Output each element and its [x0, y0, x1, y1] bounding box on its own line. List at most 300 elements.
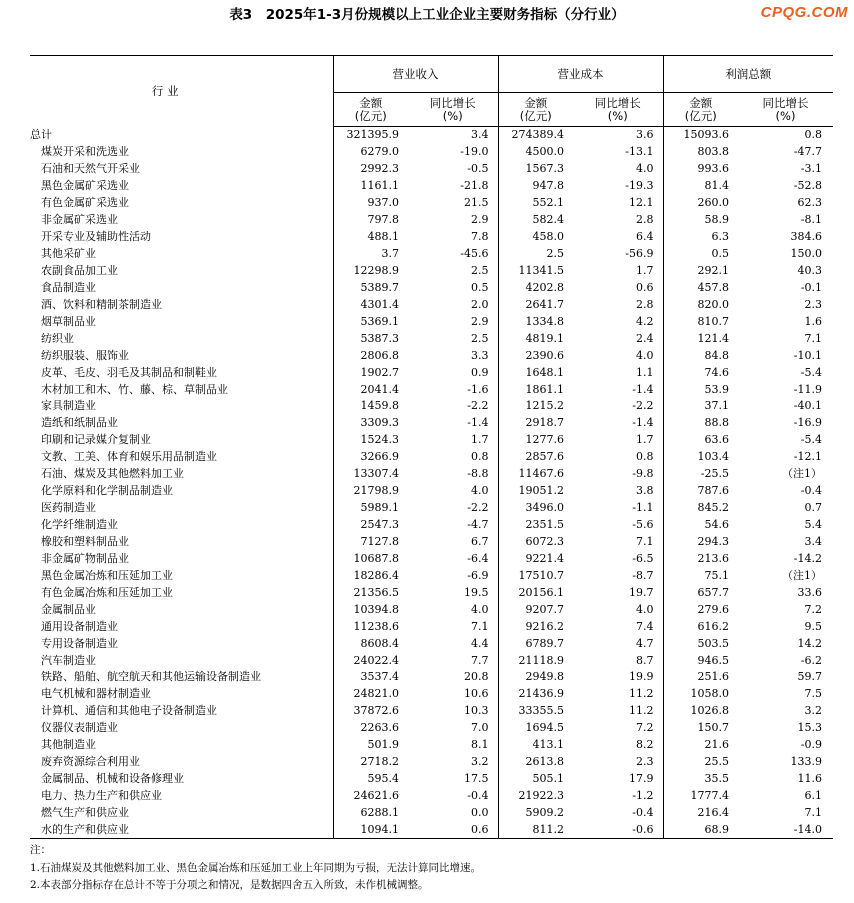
amount-cell: 6789.7 — [498, 635, 573, 652]
amount-cell: 503.5 — [663, 635, 738, 652]
growth-cell: 8.1 — [471, 738, 489, 752]
amount-cell: 787.6 — [663, 483, 738, 500]
growth-cell: -10.1 — [793, 348, 822, 362]
footnote-label: 注： — [30, 844, 51, 856]
industry-name-cell: 电力、热力生产和供应业 — [41, 789, 162, 803]
table-row — [30, 720, 833, 737]
table-row — [30, 263, 833, 280]
amount-cell: 150.7 — [663, 720, 738, 737]
growth-cell: 12.1 — [629, 196, 654, 210]
table-title: 表3 2025年1-3月份规模以上工业企业主要财务指标（分行业） — [229, 7, 625, 23]
table-row — [30, 517, 833, 534]
amount-cell: 6288.1 — [333, 805, 408, 822]
amount-cell: 10687.8 — [333, 550, 408, 567]
growth-cell: -47.7 — [793, 145, 822, 159]
amount-cell: 6.3 — [663, 229, 738, 246]
amount-cell: 81.4 — [663, 178, 738, 195]
growth-cell: 15.3 — [797, 721, 822, 735]
amount-cell: 294.3 — [663, 534, 738, 551]
industry-name-cell: 石油和天然气开采业 — [41, 162, 140, 176]
industry-name-cell: 仪器仪表制造业 — [41, 721, 118, 735]
growth-cell: -6.9 — [467, 568, 489, 582]
growth-cell: 59.7 — [797, 670, 822, 684]
amount-cell: 321395.9 — [333, 127, 408, 144]
growth-cell: -9.8 — [632, 467, 654, 481]
amount-cell: -25.5 — [663, 466, 738, 483]
cost-group-header: 营业成本 — [498, 56, 663, 93]
amount-cell: 1058.0 — [663, 686, 738, 703]
amount-cell: 279.6 — [663, 601, 738, 618]
amount-cell: 2641.7 — [498, 296, 573, 313]
amount-cell: 12298.9 — [333, 263, 408, 280]
growth-cell: 4.0 — [636, 602, 654, 616]
industry-name-cell: 计算机、通信和其他电子设备制造业 — [41, 704, 217, 718]
amount-cell: 552.1 — [498, 195, 573, 212]
industry-name-cell: 皮革、毛皮、羽毛及其制品和制鞋业 — [41, 365, 217, 379]
growth-cell: -0.5 — [467, 162, 489, 176]
growth-cell: 7.1 — [804, 331, 822, 345]
table-row — [30, 805, 833, 822]
table-row — [30, 771, 833, 788]
amount-cell: 1161.1 — [333, 178, 408, 195]
amount-cell: 216.4 — [663, 805, 738, 822]
amount-cell: 58.9 — [663, 212, 738, 229]
growth-cell: 3.3 — [471, 348, 489, 362]
industry-name-cell: 医药制造业 — [41, 501, 96, 515]
growth-cell: 0.8 — [636, 450, 654, 464]
growth-cell: -12.1 — [793, 450, 822, 464]
growth-cell: -56.9 — [625, 247, 654, 261]
industry-name-cell: 橡胶和塑料制品业 — [41, 534, 129, 548]
growth-cell: 4.0 — [471, 484, 489, 498]
growth-cell: 4.4 — [471, 636, 489, 650]
amount-cell: 25.5 — [663, 754, 738, 771]
table-row — [30, 415, 833, 432]
amount-cell: 21436.9 — [498, 686, 573, 703]
industry-name-cell: 专用设备制造业 — [41, 636, 118, 650]
amount-cell: 803.8 — [663, 144, 738, 161]
amount-cell: 21.6 — [663, 737, 738, 754]
growth-cell: 7.8 — [471, 230, 489, 244]
table-row — [30, 821, 833, 838]
amount-cell: 11467.6 — [498, 466, 573, 483]
amount-cell: 24621.6 — [333, 788, 408, 805]
table-row — [30, 550, 833, 567]
growth-cell: -5.6 — [632, 518, 654, 532]
amount-cell: 2718.2 — [333, 754, 408, 771]
growth-cell: 20.8 — [464, 670, 489, 684]
amount-cell: 121.4 — [663, 330, 738, 347]
growth-cell: 133.9 — [790, 755, 822, 769]
growth-cell: 7.4 — [636, 619, 654, 633]
growth-cell: 1.7 — [471, 433, 489, 447]
growth-cell: 8.2 — [636, 738, 654, 752]
table-row — [30, 432, 833, 449]
table-row — [30, 364, 833, 381]
amount-cell: 413.1 — [498, 737, 573, 754]
growth-cell: 7.7 — [471, 653, 489, 667]
amount-cell: 946.5 — [663, 652, 738, 669]
growth-header: 同比增长 (%) — [408, 93, 498, 127]
growth-cell: -14.2 — [793, 551, 822, 565]
industry-name-cell: 总计 — [30, 128, 52, 142]
growth-cell: 2.9 — [471, 213, 489, 227]
amount-cell: 292.1 — [663, 263, 738, 280]
amount-cell: 501.9 — [333, 737, 408, 754]
growth-cell: -5.4 — [800, 365, 822, 379]
amount-cell: 458.0 — [498, 229, 573, 246]
growth-cell: 3.2 — [471, 755, 489, 769]
amount-cell: 9216.2 — [498, 618, 573, 635]
table-row — [30, 534, 833, 551]
amount-cell: 488.1 — [333, 229, 408, 246]
amount-cell: 9221.4 — [498, 550, 573, 567]
amount-cell: 1215.2 — [498, 398, 573, 415]
amount-cell: 616.2 — [663, 618, 738, 635]
growth-cell: 2.8 — [636, 297, 654, 311]
industry-name-cell: 其他制造业 — [41, 738, 96, 752]
amount-cell: 595.4 — [333, 771, 408, 788]
amount-cell: 1648.1 — [498, 364, 573, 381]
amount-cell: 4202.8 — [498, 279, 573, 296]
table-row — [30, 483, 833, 500]
industry-name-cell: 金属制品、机械和设备修理业 — [41, 772, 184, 786]
growth-cell: 40.3 — [797, 263, 822, 277]
amount-cell: 213.6 — [663, 550, 738, 567]
amount-cell: 1861.1 — [498, 381, 573, 398]
amount-cell: 2.5 — [498, 246, 573, 263]
industry-name-cell: 造纸和纸制品业 — [41, 416, 118, 430]
amount-cell: 24821.0 — [333, 686, 408, 703]
industry-name-cell: 汽车制造业 — [41, 653, 96, 667]
amount-cell: 5387.3 — [333, 330, 408, 347]
amount-cell: 1777.4 — [663, 788, 738, 805]
amount-header: 金额 (亿元) — [333, 93, 408, 127]
table-row — [30, 500, 833, 517]
amount-cell: 993.6 — [663, 161, 738, 178]
amount-cell: 24022.4 — [333, 652, 408, 669]
growth-header: 同比增长 (%) — [738, 93, 833, 127]
growth-cell: 10.3 — [464, 704, 489, 718]
industry-name-cell: 煤炭开采和洗选业 — [41, 145, 129, 159]
industry-name-cell: 纺织业 — [41, 331, 74, 345]
profit-group-header: 利润总额 — [663, 56, 833, 93]
growth-cell: -40.1 — [793, 399, 822, 413]
growth-cell: 7.0 — [471, 721, 489, 735]
table-row — [30, 229, 833, 246]
table-row — [30, 161, 833, 178]
amount-cell: 274389.4 — [498, 127, 573, 144]
growth-cell: 384.6 — [790, 230, 822, 244]
growth-cell: 19.9 — [629, 670, 654, 684]
footnote: 1.石油煤炭及其他燃料加工业、黑色金属冶炼和压延加工业上年同期为亏损，无法计算同比增速。 — [30, 861, 482, 874]
industry-name-cell: 铁路、船舶、航空航天和其他运输设备制造业 — [41, 670, 261, 684]
growth-cell: 0.5 — [471, 280, 489, 294]
growth-cell: 4.0 — [636, 348, 654, 362]
growth-cell: -11.9 — [793, 382, 822, 396]
table-row — [30, 584, 833, 601]
amount-cell: 5909.2 — [498, 805, 573, 822]
amount-cell: 11341.5 — [498, 263, 573, 280]
amount-header: 金额 (亿元) — [498, 93, 573, 127]
industry-name-cell: 金属制品业 — [41, 602, 96, 616]
growth-cell: -4.7 — [467, 518, 489, 532]
amount-cell: 2992.3 — [333, 161, 408, 178]
growth-cell: 6.4 — [636, 230, 654, 244]
industry-name-cell: 家具制造业 — [41, 399, 96, 413]
amount-cell: 5989.1 — [333, 500, 408, 517]
industry-name-cell: 化学原料和化学制品制造业 — [41, 484, 173, 498]
growth-cell: -19.0 — [460, 145, 489, 159]
growth-cell: -8.1 — [800, 213, 822, 227]
growth-cell: -1.4 — [632, 382, 654, 396]
growth-cell: 21.5 — [464, 196, 489, 210]
growth-cell: 0.9 — [471, 365, 489, 379]
amount-cell: 797.8 — [333, 212, 408, 229]
growth-cell: -1.4 — [467, 416, 489, 430]
amount-cell: 4301.4 — [333, 296, 408, 313]
amount-cell: 54.6 — [663, 517, 738, 534]
growth-cell: 8.7 — [636, 653, 654, 667]
footnote: 2.本表部分指标存在总计不等于分项之和情况，是数据四舍五入所致，未作机械调整。 — [30, 879, 429, 891]
growth-cell: 10.6 — [464, 687, 489, 701]
amount-cell: 2918.7 — [498, 415, 573, 432]
table-row — [30, 754, 833, 771]
amount-cell: 2613.8 — [498, 754, 573, 771]
amount-cell: 88.8 — [663, 415, 738, 432]
growth-cell: -19.3 — [625, 179, 654, 193]
amount-cell: 21798.9 — [333, 483, 408, 500]
growth-cell: 11.2 — [629, 687, 654, 701]
brand-logo: CPQG.COM — [760, 4, 848, 21]
financial-indicators-table — [30, 55, 833, 839]
amount-cell: 3309.3 — [333, 415, 408, 432]
growth-cell: 0.6 — [408, 821, 498, 838]
table-row — [30, 686, 833, 703]
growth-cell: -21.8 — [460, 179, 489, 193]
table-row — [30, 195, 833, 212]
amount-cell: 3.7 — [333, 246, 408, 263]
amount-cell: 260.0 — [663, 195, 738, 212]
growth-cell: -8.7 — [632, 568, 654, 582]
industry-name-cell: 酒、饮料和精制茶制造业 — [41, 297, 162, 311]
amount-cell: 7127.8 — [333, 534, 408, 551]
amount-cell: 84.8 — [663, 347, 738, 364]
amount-cell: 505.1 — [498, 771, 573, 788]
industry-name-cell: 燃气生产和供应业 — [41, 805, 129, 819]
amount-cell: 2806.8 — [333, 347, 408, 364]
growth-cell: 3.4 — [804, 534, 822, 548]
growth-cell: 9.5 — [804, 619, 822, 633]
table-row — [30, 347, 833, 364]
amount-cell: 2949.8 — [498, 669, 573, 686]
table-row — [30, 144, 833, 161]
table-row — [30, 652, 833, 669]
industry-name-cell: 开采专业及辅助性活动 — [41, 230, 151, 244]
growth-cell: 4.2 — [636, 314, 654, 328]
industry-name-cell: 其他采矿业 — [41, 247, 96, 261]
amount-cell: 2547.3 — [333, 517, 408, 534]
industry-name-cell: 木材加工和木、竹、藤、棕、草制品业 — [41, 382, 228, 396]
amount-cell: 68.9 — [663, 821, 738, 838]
amount-cell: 251.6 — [663, 669, 738, 686]
growth-cell: 11.6 — [797, 772, 822, 786]
amount-cell: 947.8 — [498, 178, 573, 195]
growth-cell: -0.4 — [632, 805, 654, 819]
growth-cell: 6.7 — [471, 534, 489, 548]
amount-cell: 2390.6 — [498, 347, 573, 364]
amount-cell: 21922.3 — [498, 788, 573, 805]
amount-cell: 1277.6 — [498, 432, 573, 449]
growth-cell: 2.3 — [636, 755, 654, 769]
amount-cell: 845.2 — [663, 500, 738, 517]
amount-cell: 1694.5 — [498, 720, 573, 737]
amount-cell: 457.8 — [663, 279, 738, 296]
growth-cell: 3.8 — [636, 484, 654, 498]
growth-cell: 4.0 — [471, 602, 489, 616]
growth-cell: （注1） — [782, 467, 822, 481]
growth-cell: 1.6 — [804, 314, 822, 328]
table-row — [30, 279, 833, 296]
amount-cell: 3537.4 — [333, 669, 408, 686]
growth-cell: 19.5 — [464, 585, 489, 599]
growth-cell: 1.7 — [636, 433, 654, 447]
amount-cell: 63.6 — [663, 432, 738, 449]
growth-cell: 6.1 — [804, 789, 822, 803]
growth-cell: -14.0 — [738, 821, 833, 838]
growth-cell: -1.1 — [632, 501, 654, 515]
amount-cell: 0.5 — [663, 246, 738, 263]
growth-cell: 33.6 — [797, 585, 822, 599]
growth-cell: 1.1 — [636, 365, 654, 379]
table-row — [30, 381, 833, 398]
growth-cell: 7.2 — [636, 721, 654, 735]
growth-cell: 0.6 — [636, 280, 654, 294]
amount-cell: 1459.8 — [333, 398, 408, 415]
amount-cell: 657.7 — [663, 584, 738, 601]
amount-cell: 75.1 — [663, 567, 738, 584]
growth-cell: 62.3 — [797, 196, 822, 210]
table-row — [30, 178, 833, 195]
growth-cell: 17.9 — [629, 772, 654, 786]
table-row — [30, 212, 833, 229]
growth-cell: 4.7 — [636, 636, 654, 650]
growth-cell: -16.9 — [793, 416, 822, 430]
amount-header: 金额 (亿元) — [663, 93, 738, 127]
amount-cell: 1902.7 — [333, 364, 408, 381]
amount-cell: 2263.6 — [333, 720, 408, 737]
amount-cell: 35.5 — [663, 771, 738, 788]
growth-cell: 2.3 — [804, 297, 822, 311]
growth-cell: -0.9 — [800, 738, 822, 752]
growth-cell: -5.4 — [800, 433, 822, 447]
table-row — [30, 703, 833, 720]
amount-cell: 9207.7 — [498, 601, 573, 618]
industry-name-cell: 化学纤维制造业 — [41, 518, 118, 532]
growth-cell: 4.0 — [636, 162, 654, 176]
growth-cell: -6.2 — [800, 653, 822, 667]
industry-name-cell: 烟草制品业 — [41, 314, 96, 328]
amount-cell: 3266.9 — [333, 449, 408, 466]
revenue-group-header: 营业收入 — [333, 56, 498, 93]
amount-cell: 19051.2 — [498, 483, 573, 500]
table-row — [30, 737, 833, 754]
industry-header: 行 业 — [30, 56, 333, 127]
table-body — [30, 127, 833, 839]
amount-cell: 8608.4 — [333, 635, 408, 652]
table-row — [30, 618, 833, 635]
growth-cell: -0.1 — [800, 280, 822, 294]
growth-cell: 0.7 — [804, 501, 822, 515]
growth-cell: 2.4 — [636, 331, 654, 345]
growth-cell: 3.4 — [471, 128, 489, 142]
table-row — [30, 567, 833, 584]
growth-cell: 3.2 — [804, 704, 822, 718]
growth-cell: -0.4 — [467, 789, 489, 803]
amount-cell: 21356.5 — [333, 584, 408, 601]
growth-cell: 0.8 — [471, 450, 489, 464]
footnotes — [30, 842, 481, 895]
growth-cell: 150.0 — [790, 247, 822, 261]
table-row — [30, 127, 833, 144]
amount-cell: 1094.1 — [333, 821, 408, 838]
amount-cell: 103.4 — [663, 449, 738, 466]
amount-cell: 1334.8 — [498, 313, 573, 330]
growth-header: 同比增长 (%) — [573, 93, 663, 127]
growth-cell: 2.8 — [636, 213, 654, 227]
growth-cell: -6.5 — [632, 551, 654, 565]
growth-cell: 2.9 — [471, 314, 489, 328]
amount-cell: 20156.1 — [498, 584, 573, 601]
growth-cell: 7.2 — [804, 602, 822, 616]
amount-cell: 1524.3 — [333, 432, 408, 449]
table-row — [30, 601, 833, 618]
growth-cell: （注1） — [782, 568, 822, 582]
amount-cell: 2857.6 — [498, 449, 573, 466]
growth-cell: 7.1 — [471, 619, 489, 633]
amount-cell: 937.0 — [333, 195, 408, 212]
amount-cell: 10394.8 — [333, 601, 408, 618]
amount-cell: 2351.5 — [498, 517, 573, 534]
amount-cell: 3496.0 — [498, 500, 573, 517]
amount-cell: 811.2 — [498, 821, 573, 838]
table-row — [30, 313, 833, 330]
industry-name-cell: 黑色金属矿采选业 — [41, 179, 129, 193]
table-row — [30, 330, 833, 347]
industry-name-cell: 食品制造业 — [41, 280, 96, 294]
growth-cell: 2.5 — [471, 263, 489, 277]
table-row — [30, 398, 833, 415]
growth-cell: 0.8 — [804, 128, 822, 142]
amount-cell: 5369.1 — [333, 313, 408, 330]
amount-cell: 582.4 — [498, 212, 573, 229]
amount-cell: 33355.5 — [498, 703, 573, 720]
amount-cell: 53.9 — [663, 381, 738, 398]
industry-name-cell: 非金属矿采选业 — [41, 213, 118, 227]
industry-name-cell: 农副食品加工业 — [41, 263, 118, 277]
growth-cell: 2.0 — [471, 297, 489, 311]
table-row — [30, 466, 833, 483]
industry-name-cell: 水的生产和供应业 — [30, 821, 333, 838]
table-row — [30, 296, 833, 313]
table-row — [30, 788, 833, 805]
amount-cell: 37872.6 — [333, 703, 408, 720]
amount-cell: 5389.7 — [333, 279, 408, 296]
amount-cell: 810.7 — [663, 313, 738, 330]
table-row — [30, 635, 833, 652]
industry-name-cell: 废弃资源综合利用业 — [41, 755, 140, 769]
amount-cell: 74.6 — [663, 364, 738, 381]
